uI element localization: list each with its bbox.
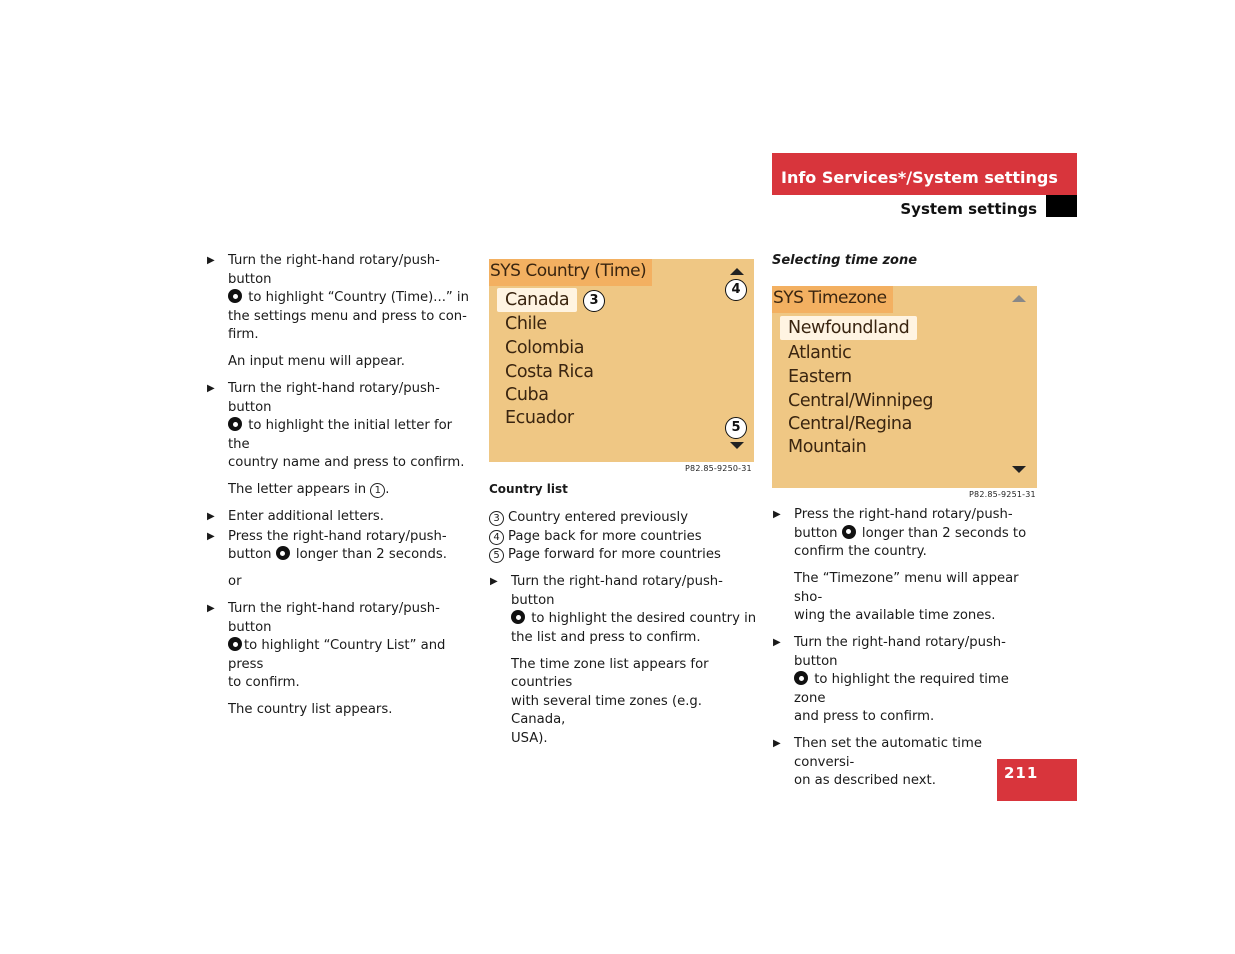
- timezone-item-selected[interactable]: Newfoundland: [780, 316, 917, 340]
- bullet-triangle-icon: ▶: [207, 383, 215, 394]
- step-item: ▶ Press the right-hand rotary/push- button longer than 2 seconds to confirm the country.: [773, 507, 1027, 559]
- timezone-item[interactable]: Central/Regina: [788, 414, 912, 434]
- screen-title: SYS Country (Time): [489, 259, 652, 286]
- callout-badge: 5: [725, 417, 747, 439]
- rotary-push-button-icon: [276, 546, 290, 560]
- section-title: Info Services*/System settings: [781, 168, 1058, 187]
- bullet-triangle-icon: ▶: [773, 637, 781, 648]
- country-item[interactable]: Chile: [505, 314, 547, 334]
- bullet-triangle-icon: ▶: [490, 576, 498, 587]
- rotary-push-button-icon: [511, 610, 525, 624]
- legend-list: [489, 509, 759, 565]
- reference-number-icon: 5: [489, 548, 504, 563]
- step-item: ▶ Enter additional letters.: [207, 508, 477, 527]
- note-text: The “Timezone” menu will appear sho- wing the available time zones.: [794, 571, 1019, 623]
- subsection-title: System settings: [900, 200, 1037, 218]
- step-item: ▶ Turn the right-hand rotary/push-button to highlight “Country List” and press to confirm.: [207, 601, 446, 690]
- figure-caption: Country list: [489, 482, 568, 496]
- note-text: The time zone list appears for countries with several time zones (e.g. Canada, USA).: [511, 656, 709, 746]
- step-item: ▶ Turn the right-hand rotary/push-button to highlight the desired country in the list and press to confirm.: [490, 574, 757, 645]
- scroll-up-icon[interactable]: [730, 268, 744, 275]
- legend-item: 4 Page back for more countries: [489, 528, 759, 547]
- or-text: or: [228, 574, 242, 589]
- country-list-screen: [489, 259, 754, 462]
- timezone-item[interactable]: Central/Winnipeg: [788, 391, 934, 411]
- rotary-push-button-icon: [842, 525, 856, 539]
- country-item[interactable]: Cuba: [505, 385, 549, 405]
- step-item: ▶ Turn the right-hand rotary/push-button to highlight the initial letter for the country name and press to confirm.: [207, 381, 465, 470]
- screen-title: SYS Timezone: [772, 286, 893, 313]
- bullet-triangle-icon: ▶: [773, 738, 781, 749]
- step-item: ▶ Press the right-hand rotary/push- button longer than 2 seconds.: [207, 528, 447, 562]
- bullet-triangle-icon: ▶: [207, 603, 215, 614]
- timezone-screen: [772, 286, 1037, 488]
- scroll-down-icon[interactable]: [1012, 466, 1026, 473]
- legend-item: 3 Country entered previously: [489, 509, 759, 528]
- reference-number-icon: 1: [370, 483, 385, 498]
- left-column: [207, 252, 477, 720]
- country-item[interactable]: Colombia: [505, 338, 585, 358]
- rotary-push-button-icon: [228, 637, 242, 651]
- callout-badge: 3: [583, 290, 605, 312]
- bullet-triangle-icon: ▶: [773, 509, 781, 520]
- callout-badge: 4: [725, 279, 747, 301]
- rotary-push-button-icon: [228, 289, 242, 303]
- reference-number-icon: 3: [489, 511, 504, 526]
- note-text: The letter appears in 1 .: [228, 482, 390, 497]
- scroll-up-icon[interactable]: [1012, 295, 1026, 302]
- bullet-triangle-icon: ▶: [207, 511, 215, 522]
- timezone-item[interactable]: Eastern: [788, 367, 852, 387]
- timezone-item[interactable]: Atlantic: [788, 343, 852, 363]
- timezone-item[interactable]: Mountain: [788, 437, 867, 457]
- page-number: 211: [1004, 764, 1039, 782]
- right-column: [773, 506, 1043, 791]
- step-item: ▶ Turn the right-hand rotary/push-button to highlight “Country (Time)...” in the settings menu and press to con- firm.: [207, 253, 469, 342]
- note-text: An input menu will appear.: [228, 354, 405, 369]
- rotary-push-button-icon: [794, 671, 808, 685]
- rotary-push-button-icon: [228, 417, 242, 431]
- note-text: The country list appears.: [228, 702, 393, 717]
- reference-number-icon: 4: [489, 530, 504, 545]
- bullet-triangle-icon: ▶: [207, 530, 215, 542]
- country-item[interactable]: Costa Rica: [505, 362, 594, 382]
- step-item: ▶ Turn the right-hand rotary/push-button to highlight the required time zone and press to confirm.: [773, 635, 1009, 724]
- section-header: [772, 153, 1077, 195]
- figure-reference: P82.85-9251-31: [969, 490, 1036, 499]
- page-number-box: [997, 759, 1077, 801]
- section-heading: Selecting time zone: [772, 253, 918, 268]
- legend-item: 5 Page forward for more countries: [489, 546, 759, 565]
- country-item[interactable]: Ecuador: [505, 408, 574, 428]
- bullet-triangle-icon: ▶: [207, 255, 215, 266]
- figure-reference: P82.85-9250-31: [685, 464, 752, 473]
- step-item: ▶ Then set the automatic time conversi- on as described next.: [773, 736, 982, 788]
- scroll-down-icon[interactable]: [730, 442, 744, 449]
- subsection-marker: [1046, 195, 1077, 217]
- middle-column: [490, 573, 760, 748]
- country-item-selected[interactable]: Canada: [497, 288, 577, 312]
